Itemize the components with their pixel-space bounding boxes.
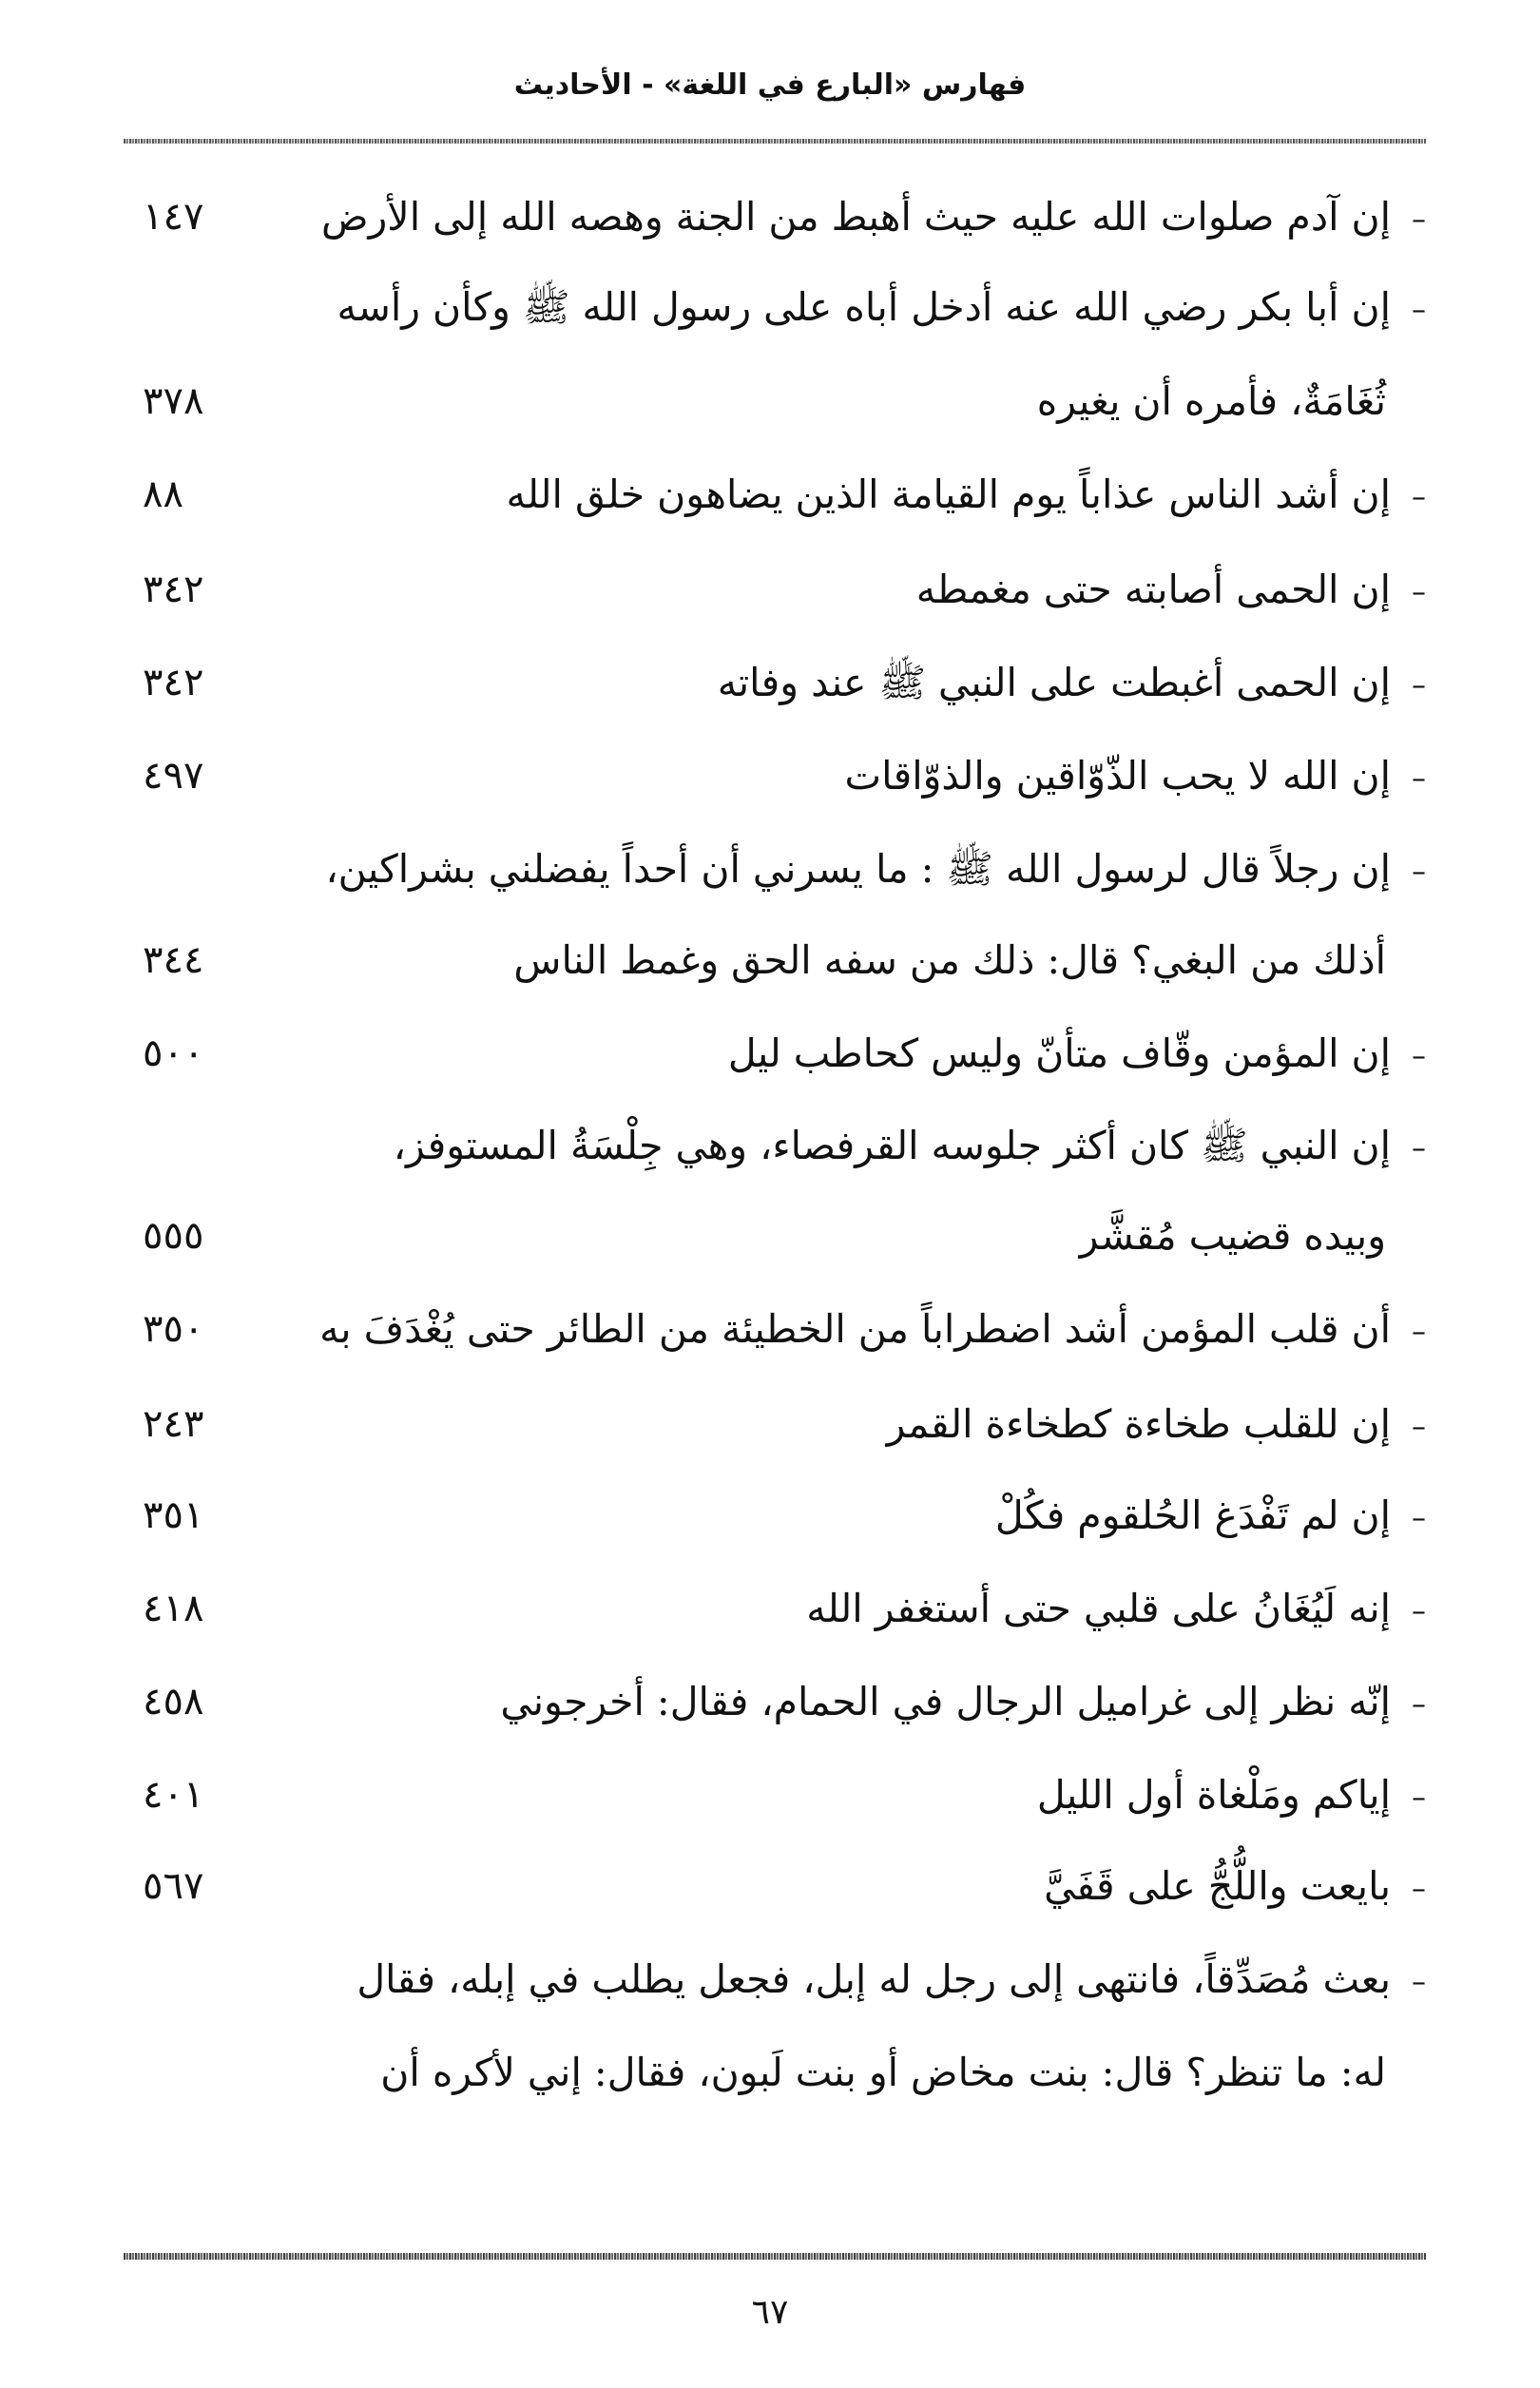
entry-text: إن الحمى أصابته حتى مغمطه xyxy=(915,567,1391,612)
entry-text: بايعت واللُّجُّ على قَفَيَّ xyxy=(1044,1863,1391,1909)
entry-page-number: ٥٥٥ xyxy=(143,1214,204,1258)
entry-text: إن النبي ﷺ كان أكثر جلوسه القرفصاء، وهي جِلْسَةُ المستوفز، xyxy=(393,1123,1391,1168)
entry-page-number: ٣٤٤ xyxy=(143,938,204,982)
entry-dash: – xyxy=(1412,480,1426,514)
page-number: ٦٧ xyxy=(751,2293,789,2332)
entry-text: إن للقلب طخاءة كطخاءة القمر xyxy=(886,1401,1391,1447)
footer-rule xyxy=(124,2253,1426,2260)
running-header-title: فهارس «البارع في اللغة» - الأحاديث xyxy=(513,68,1027,102)
entry-page-number: ٣٤٢ xyxy=(143,661,204,704)
entry-page-number: ٣٧٨ xyxy=(143,379,204,423)
entry-line xyxy=(718,654,1426,711)
entry-dash: – xyxy=(1412,1410,1426,1444)
entry-line xyxy=(806,1580,1426,1637)
entry-dash: – xyxy=(1412,202,1426,237)
entry-text: إنّه نظر إلى غراميل الرجال في الحمام، فقال: أخرجوني xyxy=(500,1679,1391,1724)
entry-line xyxy=(1044,1858,1426,1915)
entry-continuation-line: وبيده قضيب مُقشَّر xyxy=(1079,1213,1386,1259)
entry-line xyxy=(845,747,1426,804)
entry-line xyxy=(394,1117,1426,1174)
entry-page-number: ١٤٧ xyxy=(143,195,204,239)
entry-page-number: ٣٥٠ xyxy=(143,1307,204,1351)
entry-continuation-line: ثُغَامَةٌ، فأمره أن يغيره xyxy=(1036,378,1386,424)
entry-continuation-line: له: ما تنظر؟ قال: بنت مخاض أو بنت لَبون، فقال: إني لأكره أن xyxy=(380,2050,1386,2095)
entry-page-number: ٥٦٧ xyxy=(143,1864,204,1908)
entry-page-number: ٨٨ xyxy=(143,472,183,516)
entry-line xyxy=(356,1951,1426,2008)
entry-line xyxy=(995,1487,1426,1544)
entry-text: إن المؤمن وقّاف متأنّ وليس كحاطب ليل xyxy=(727,1030,1391,1076)
entry-line xyxy=(500,1673,1426,1730)
entry-dash: – xyxy=(1412,1781,1426,1815)
entry-dash: – xyxy=(1412,1594,1426,1628)
entry-text: إياكم ومَلْغاة أول الليل xyxy=(1036,1772,1391,1818)
entry-line xyxy=(321,188,1426,245)
entry-text: إن أشد الناس عذاباً يوم القيامة الذين يضاهون خلق الله xyxy=(506,472,1391,517)
entry-dash: – xyxy=(1412,1315,1426,1349)
entry-line xyxy=(728,1025,1426,1082)
entry-text: إن أبا بكر رضي الله عنه أدخل أباه على رسول الله ﷺ وكأن رأسه xyxy=(337,284,1391,330)
entry-page-number: ٥٠٠ xyxy=(143,1031,204,1075)
entry-line xyxy=(319,1300,1426,1358)
entry-text: إن رجلاً قال لرسول الله ﷺ : ما يسرني أن أحداً يفضلني بشراكين، xyxy=(325,846,1391,892)
entry-page-number: ٤١٨ xyxy=(143,1587,204,1630)
entry-dash: – xyxy=(1412,761,1426,796)
entry-dash: – xyxy=(1412,1131,1426,1165)
entry-text: أن قلب المؤمن أشد اضطراباً من الخطيئة من الطائر حتى يُغْدَفَ به xyxy=(319,1306,1391,1352)
entry-text: إن لم تَفْدَغ الحُلقوم فكُلْ xyxy=(994,1492,1391,1538)
entry-line xyxy=(325,840,1426,897)
entry-text: إنه لَيُغَانُ على قلبي حتى أستغفر الله xyxy=(806,1586,1391,1631)
entry-page-number: ٤٠١ xyxy=(143,1773,204,1817)
entry-dash: – xyxy=(1412,1039,1426,1073)
entry-line xyxy=(507,466,1427,523)
entry-line xyxy=(337,279,1426,336)
entry-page-number: ٣٥١ xyxy=(143,1493,204,1537)
entry-text: إن الحمى أغبطت على النبي ﷺ عند وفاته xyxy=(717,660,1391,705)
entry-line xyxy=(1037,1766,1426,1823)
entry-line xyxy=(916,561,1426,618)
entry-dash: – xyxy=(1412,1965,1426,1999)
entry-text: إن آدم صلوات الله عليه حيث أهبط من الجنة وهصه الله إلى الأرض xyxy=(320,194,1391,240)
entry-text: إن الله لا يحب الذّوّاقين والذوّاقات xyxy=(844,753,1391,799)
entry-continuation-line: أذلك من البغي؟ قال: ذلك من سفه الحق وغمط الناس xyxy=(513,937,1386,983)
entry-line xyxy=(887,1396,1426,1453)
entry-page-number: ٢٤٣ xyxy=(143,1402,204,1446)
entry-text: بعث مُصَدِّقاً، فانتهى إلى رجل له إبل، فجعل يطلب في إبله، فقال xyxy=(356,1956,1391,2002)
entry-dash: – xyxy=(1412,575,1426,609)
entry-page-number: ٣٤٢ xyxy=(143,568,204,611)
entry-dash: – xyxy=(1412,293,1426,327)
entry-dash: – xyxy=(1412,1687,1426,1722)
entry-dash: – xyxy=(1412,1872,1426,1906)
entry-dash: – xyxy=(1412,668,1426,703)
entry-dash: – xyxy=(1412,1501,1426,1535)
entry-page-number: ٤٩٧ xyxy=(143,754,204,798)
entry-dash: – xyxy=(1412,855,1426,889)
entry-page-number: ٤٥٨ xyxy=(143,1680,204,1724)
